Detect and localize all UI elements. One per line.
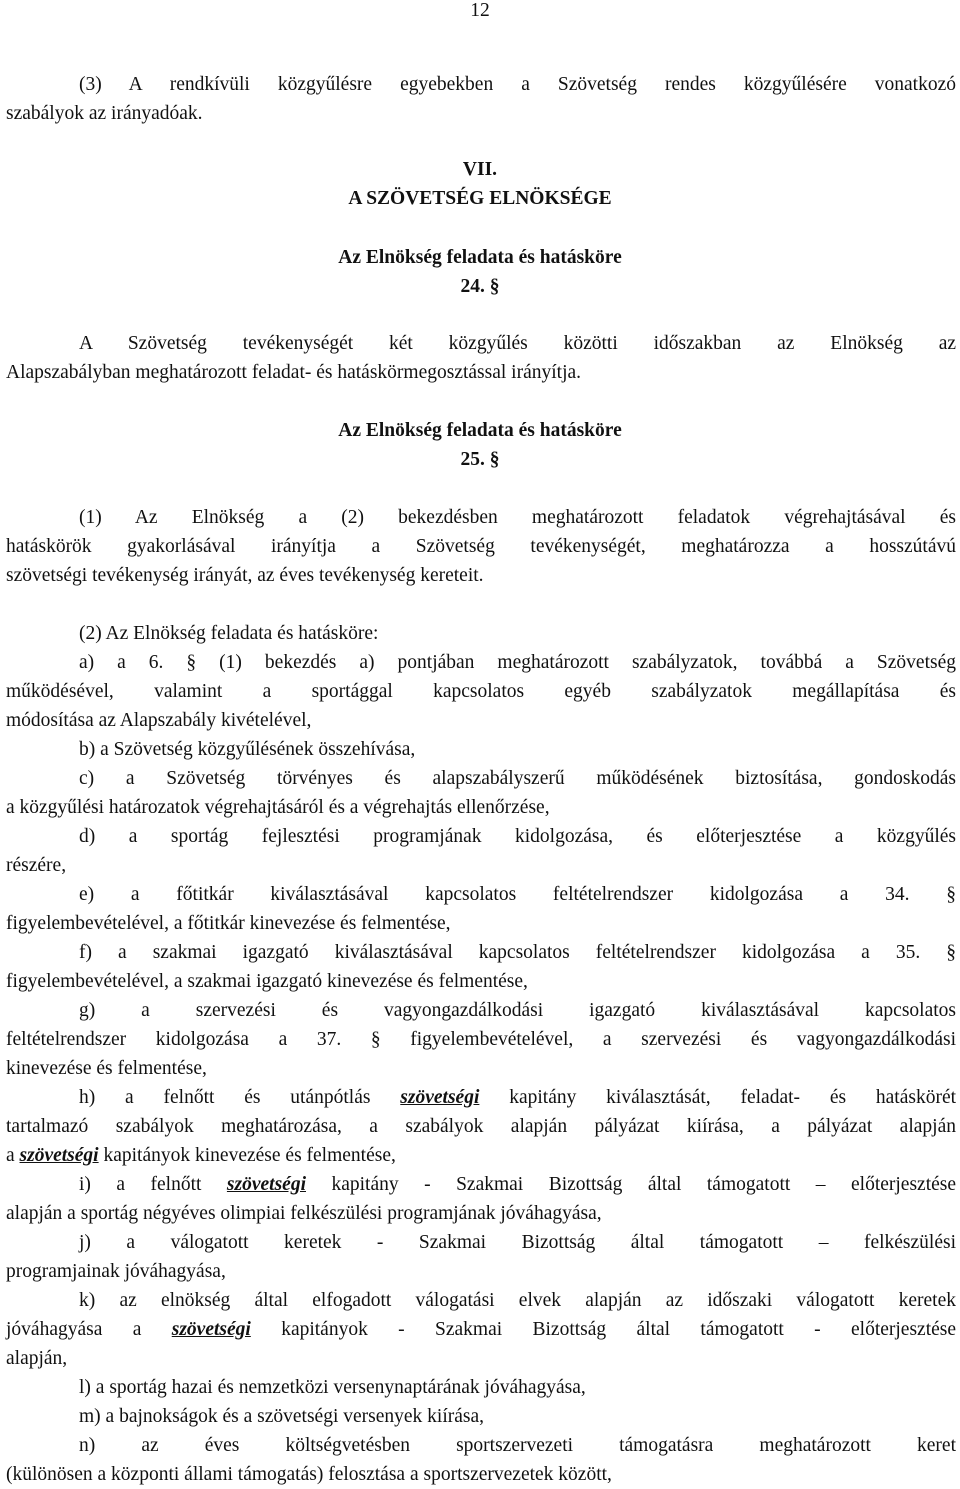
- text-run: a: [6, 1145, 15, 1166]
- section-25-paragraph-2: [6, 619, 956, 1489]
- text-line: a közgyűlési határozatok végrehajtásáról és a végrehajtás ellenőrzése,: [6, 797, 550, 818]
- text-line: szabályok az irányadóak.: [6, 103, 203, 124]
- text-line: A Szövetség tevékenységét két közgyűlés közötti időszakban az Elnökség az: [79, 333, 956, 354]
- text-line: részére,: [6, 855, 67, 876]
- text-run: kapitányok kinevezése és felmentése,: [103, 1145, 396, 1166]
- text-run: i) a felnőtt: [79, 1174, 202, 1195]
- text-line: alapján a sportág négyéves olimpiai felkészülési programjának jóváhagyása,: [6, 1203, 602, 1224]
- text-line: kinevezése és felmentése,: [6, 1058, 207, 1079]
- section-number: 24. §: [460, 276, 500, 297]
- list-item-l: l) a sportág hazai és nemzetközi versenynaptárának jóváhagyása,: [79, 1377, 586, 1398]
- list-item-i: [6, 1170, 956, 1199]
- text-run: kapitány kiválasztását, feladat- és hatáskörét: [509, 1087, 957, 1108]
- text-line: működésével, valamint a sportággal kapcsolatos egyéb szabályzatok megállapítása és: [6, 681, 956, 702]
- chapter-number: VII.: [462, 159, 498, 180]
- section-25-paragraph-1: [6, 503, 956, 590]
- paragraph-3: [6, 70, 956, 128]
- text-run: kapitány - Szakmai Bizottság által támogatott – előterjesztése: [331, 1174, 957, 1195]
- underlined-term: szövetségi: [171, 1319, 251, 1340]
- section-24-text: [6, 329, 956, 387]
- text-line: módosítása az Alapszabály kivételével,: [6, 710, 312, 731]
- text-line: figyelembevételével, a főtitkár kinevezése és felmentése,: [6, 913, 451, 934]
- text-line: hatáskörök gyakorlásával irányítja a Szövetség tevékenységét, meghatározza a hosszútávú: [6, 536, 956, 557]
- underlined-term: szövetségi: [226, 1174, 306, 1195]
- list-item-b: b) a Szövetség közgyűlésének összehívása,: [79, 739, 416, 760]
- page-number: 12: [470, 0, 490, 21]
- text-line: [6, 1315, 956, 1344]
- section-number: 25. §: [460, 449, 500, 470]
- section-heading: Az Elnökség feladata és hatásköre: [338, 247, 622, 268]
- section-heading: Az Elnökség feladata és hatásköre: [338, 420, 622, 441]
- text-run: jóváhagyása a: [6, 1319, 142, 1340]
- text-line: Alapszabályban meghatározott feladat- és hatáskörmegosztással irányítja.: [6, 362, 582, 383]
- text-line: feltételrendszer kidolgozása a 37. § figyelembevételével, a szervezési és vagyongazdálkodási: [6, 1029, 956, 1050]
- list-item-e: e) a főtitkár kiválasztásával kapcsolatos feltételrendszer kidolgozása a 34. §: [79, 884, 956, 905]
- list-item-f: f) a szakmai igazgató kiválasztásával kapcsolatos feltételrendszer kidolgozása a 35. §: [79, 942, 956, 963]
- text-run: kapitányok - Szakmai Bizottság által támogatott - előterjesztése: [281, 1319, 957, 1340]
- list-item-a: a) a 6. § (1) bekezdés a) pontjában meghatározott szabályzatok, továbbá a Szövetség: [79, 652, 956, 673]
- list-item-c: c) a Szövetség törvényes és alapszabályszerű működésének biztosítása, gondoskodás: [79, 768, 956, 789]
- list-item-h: [6, 1083, 956, 1112]
- chapter-title: A SZÖVETSÉG ELNÖKSÉGE: [348, 188, 612, 209]
- underlined-term: szövetségi: [19, 1145, 99, 1166]
- text-line: szövetségi tevékenység irányát, az éves tevékenység kereteit.: [6, 565, 484, 586]
- list-item-n: n) az éves költségvetésben sportszervezeti támogatásra meghatározott keret: [79, 1435, 956, 1456]
- list-item-d: d) a sportág fejlesztési programjának kidolgozása, és előterjesztése a közgyűlés: [79, 826, 956, 847]
- underlined-term: szövetségi: [400, 1087, 480, 1108]
- text-line: programjainak jóváhagyása,: [6, 1261, 226, 1282]
- text-line: (különösen a központi állami támogatás) felosztása a sportszervezetek között,: [6, 1464, 612, 1485]
- text-line: (1) Az Elnökség a (2) bekezdésben meghatározott feladatok végrehajtásával és: [79, 507, 956, 528]
- text-line: tartalmazó szabályok meghatározása, a szabályok alapján pályázat kiírása, a pályázat alapján: [6, 1116, 956, 1137]
- list-item-g: g) a szervezési és vagyongazdálkodási igazgató kiválasztásával kapcsolatos: [79, 1000, 956, 1021]
- list-item-m: m) a bajnokságok és a szövetségi versenyek kiírása,: [79, 1406, 485, 1427]
- text-line: [6, 1141, 956, 1170]
- text-run: h) a felnőtt és utánpótlás: [79, 1087, 371, 1108]
- paragraph-2-title: (2) Az Elnökség feladata és hatásköre:: [79, 623, 379, 644]
- list-item-j: j) a válogatott keretek - Szakmai Bizottság által támogatott – felkészülési: [79, 1232, 956, 1253]
- text-line: alapján,: [6, 1348, 68, 1369]
- text-line: (3) A rendkívüli közgyűlésre egyebekben a Szövetség rendes közgyűlésére vonatkozó: [79, 74, 956, 95]
- text-line: figyelembevételével, a szakmai igazgató kinevezése és felmentése,: [6, 971, 528, 992]
- list-item-k: k) az elnökség által elfogadott válogatási elvek alapján az időszaki válogatott keretek: [79, 1290, 956, 1311]
